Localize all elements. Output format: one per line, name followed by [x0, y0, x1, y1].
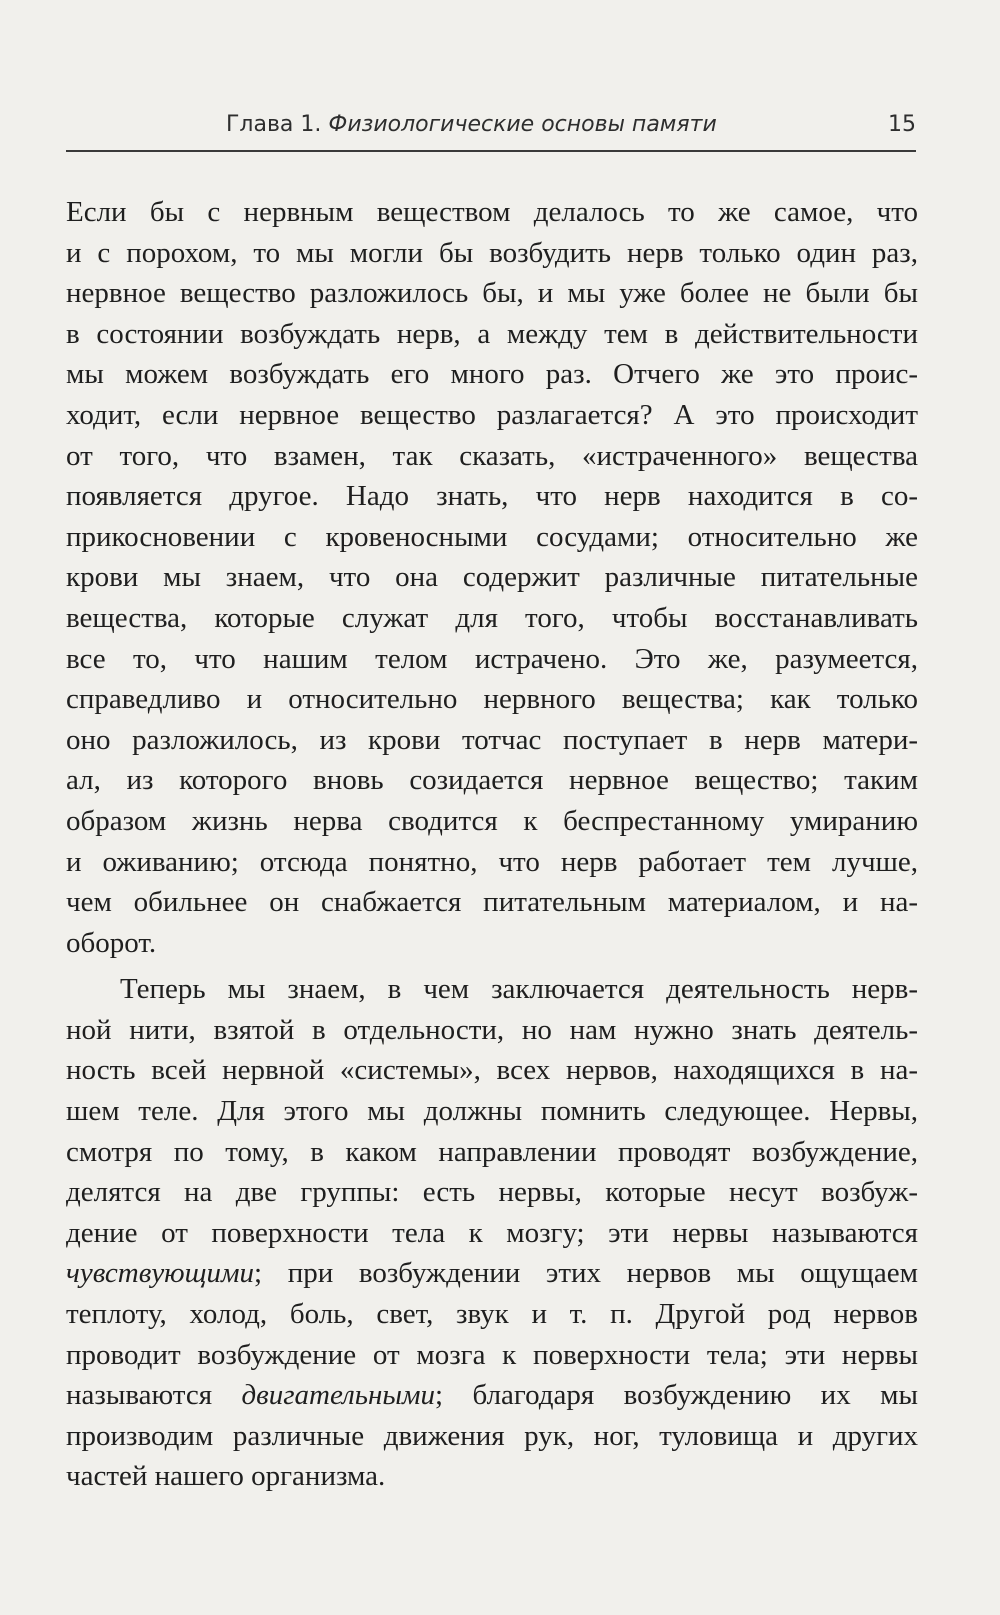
text-line-with-term: [66, 1375, 918, 1416]
text-line: чем обильнее он снабжается питательным материалом, и на-: [66, 886, 918, 919]
text-fragment: ; благодаря возбуждению их мы: [435, 1379, 918, 1412]
text-line: ной нити, взятой в отдельности, но нам нужно знать деятель-: [66, 1013, 918, 1046]
term-sensory-nerves: чувствующими: [66, 1257, 255, 1290]
text-line: ходит, если нервное вещество разлагается? А это происходит: [66, 398, 918, 431]
text-line: Теперь мы знаем, в чем заключается деятельность нерв-: [120, 973, 918, 1006]
text-line: производим различные движения рук, ног, туловища и других: [66, 1419, 918, 1452]
paragraph-1: [66, 192, 918, 963]
text-line: справедливо и относительно нервного вещества; как только: [66, 683, 918, 716]
text-fragment: ; при возбуждении этих нервов мы ощущаем: [254, 1257, 918, 1290]
text-line: и с порохом, то мы могли бы возбудить нерв только один раз,: [66, 236, 918, 269]
text-line: ность всей нервной «системы», всех нервов, находящихся в на-: [66, 1054, 918, 1087]
text-line: оно разложилось, из крови тотчас поступает в нерв матери-: [66, 723, 918, 756]
text-line: нервное вещество разложилось бы, и мы уже более не были бы: [66, 277, 918, 310]
text-line: вещества, которые служат для того, чтобы восстанавливать: [66, 601, 918, 634]
text-line: проводит возбуждение от мозга к поверхности тела; эти нервы: [66, 1338, 918, 1371]
chapter-label: Глава 1.: [226, 112, 322, 137]
page-number: 15: [888, 112, 916, 137]
text-line: делятся на две группы: есть нервы, которые несут возбуж-: [66, 1176, 918, 1209]
text-line: образом жизнь нерва сводится к беспрестанному умиранию: [66, 804, 918, 837]
chapter-heading: [226, 112, 717, 137]
text-line: и оживанию; отсюда понятно, что нерв работает тем лучше,: [66, 845, 918, 878]
text-line: прикосновении с кровеносными сосудами; относительно же: [66, 520, 918, 553]
text-line: частей нашего организма.: [66, 1460, 386, 1493]
body-text: [66, 192, 918, 1497]
text-line: смотря по тому, в каком направлении проводят возбуждение,: [66, 1135, 918, 1168]
text-line: шем теле. Для этого мы должны помнить следующее. Нервы,: [66, 1095, 918, 1128]
text-line: крови мы знаем, что она содержит различные питательные: [66, 561, 918, 594]
text-line: мы можем возбуждать его много раз. Отчего же это проис-: [66, 358, 918, 391]
text-line: Если бы с нервным веществом делалось то же самое, что: [66, 196, 918, 228]
text-line: оборот.: [66, 926, 157, 959]
text-line: все то, что нашим телом истрачено. Это же, разумеется,: [66, 642, 918, 675]
text-line: в состоянии возбуждать нерв, а между тем в действительности: [66, 317, 918, 350]
running-header: [66, 102, 916, 152]
text-fragment: называются: [66, 1379, 242, 1412]
text-line: появляется другое. Надо знать, что нерв находится в со-: [66, 480, 918, 513]
paragraph-2: [66, 969, 918, 1497]
text-line: от того, что взамен, так сказать, «истраченного» вещества: [66, 439, 918, 472]
term-motor-nerves: двигательными: [241, 1379, 436, 1412]
text-line: ал, из которого вновь созидается нервное вещество; таким: [66, 764, 918, 797]
text-line: теплоту, холод, боль, свет, звук и т. п. Другой род нервов: [66, 1298, 918, 1331]
text-line-with-term: [66, 1253, 918, 1294]
chapter-title: Физиологические основы памяти: [328, 112, 717, 137]
text-line: дение от поверхности тела к мозгу; эти нервы называются: [66, 1216, 918, 1249]
